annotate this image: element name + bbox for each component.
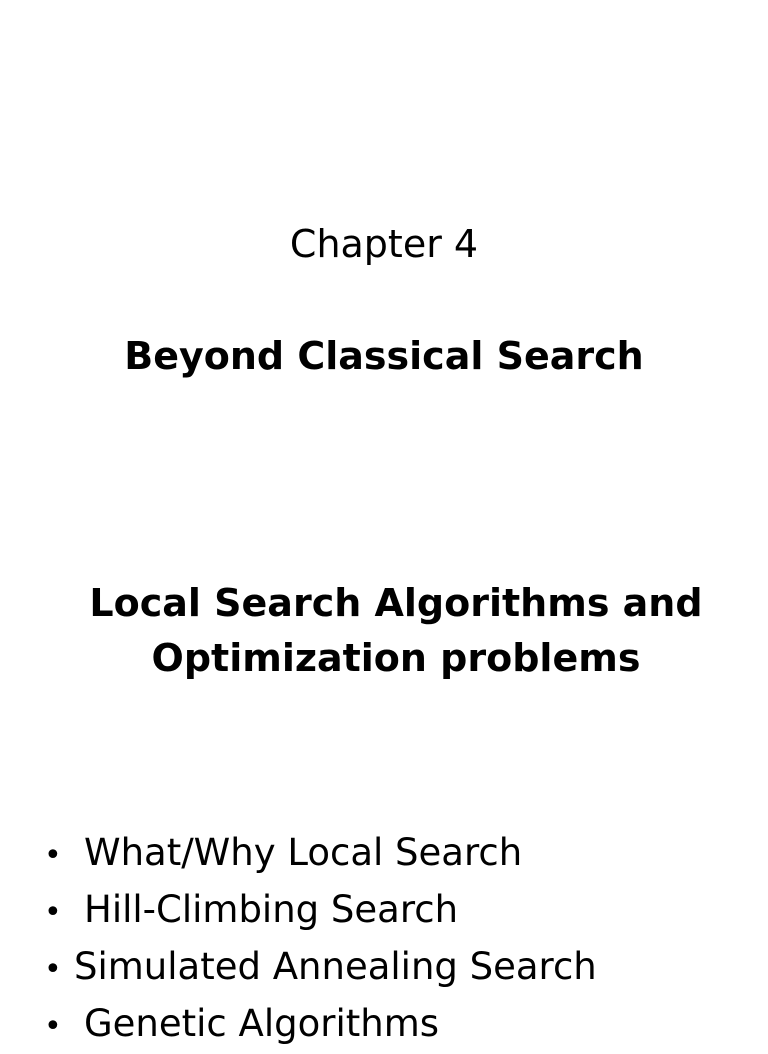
list-item-text: What/Why Local Search (84, 831, 523, 874)
list-item (44, 997, 597, 1054)
bullet-icon: • (44, 895, 62, 930)
list-item-text: Simulated Annealing Search (74, 945, 597, 988)
list-item-text: Hill-Climbing Search (84, 888, 459, 931)
slide-subtitle: Beyond Classical Search (124, 334, 644, 378)
topic-list (44, 826, 597, 1054)
bullet-icon: • (44, 1009, 62, 1044)
list-item (44, 883, 597, 940)
chapter-heading: Chapter 4 (289, 222, 479, 266)
bullet-icon: • (44, 952, 62, 987)
bullet-icon: • (44, 838, 62, 873)
section-title-line: Optimization problems (151, 636, 641, 680)
list-item-text: Genetic Algorithms (84, 1002, 440, 1045)
list-item (44, 940, 597, 997)
list-item (44, 826, 597, 883)
section-title (40, 576, 752, 686)
section-title-line: Local Search Algorithms and (89, 581, 703, 625)
